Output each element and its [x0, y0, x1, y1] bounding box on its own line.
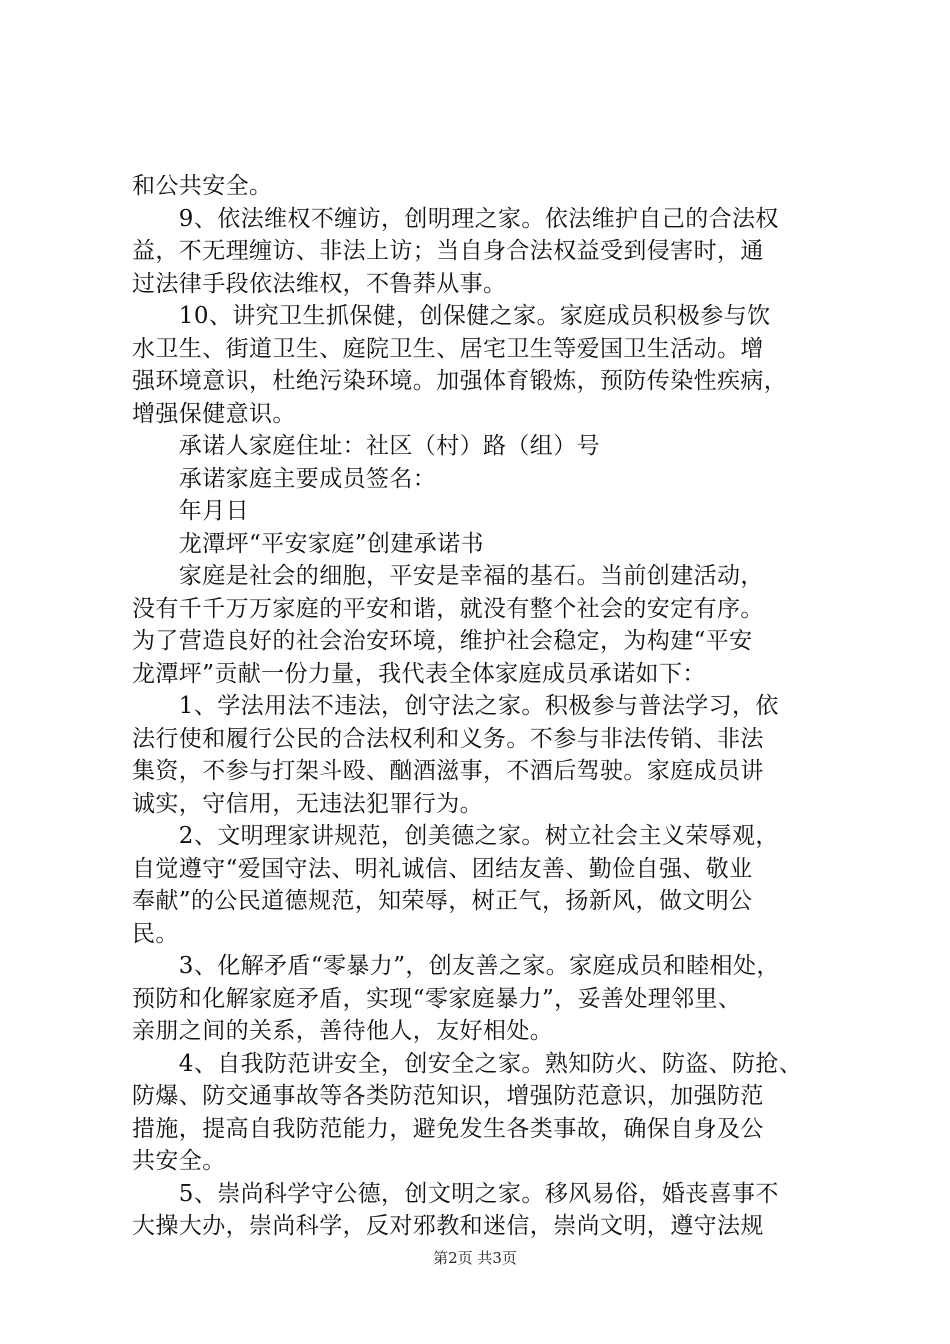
text-line: 民。 — [132, 920, 179, 947]
text-line: 益，不无理缠访、非法上访；当自身合法权益受到侵害时，通 — [132, 238, 764, 264]
text-line: 措施，提高自我防范能力，避免发生各类事故，确保自身及公 — [132, 1115, 764, 1142]
text-line: 龙潭坪“平安家庭”创建承诺书 — [132, 530, 484, 557]
text-line: 法行使和履行公民的合法权利和义务。不参与非法传销、非法 — [132, 725, 764, 752]
text-line: 奉献”的公民道德规范，知荣辱，树正气，扬新风，做文明公 — [132, 888, 753, 914]
text-line: 10、讲究卫生抓保健，创保健之家。家庭成员积极参与饮 — [132, 303, 771, 329]
text-line: 1、学法用法不违法，创守法之家。积极参与普法学习，依 — [132, 693, 779, 719]
text-line: 集资，不参与打架斗殴、酗酒滋事，不酒后驾驶。家庭成员讲 — [132, 758, 764, 784]
page-footer: 第2页 共3页 — [433, 1249, 517, 1267]
text-line: 承诺家庭主要成员签名： — [132, 465, 437, 492]
text-line: 家庭是社会的细胞，平安是幸福的基石。当前创建活动， — [132, 563, 764, 589]
text-line: 预防和化解家庭矛盾，实现“零家庭暴力”，妥善处理邻里、 — [132, 985, 742, 1012]
text-line: 自觉遵守“爱国守法、明礼诚信、团结友善、勤俭自强、敬业 — [132, 855, 753, 882]
text-line: 3、化解矛盾“零暴力”，创友善之家。家庭成员和睦相处， — [132, 953, 780, 979]
text-line: 2、文明理家讲规范，创美德之家。树立社会主义荣辱观， — [132, 823, 779, 849]
text-line: 9、依法维权不缠访，创明理之家。依法维护自己的合法权 — [132, 205, 779, 232]
text-line: 和公共安全。 — [132, 173, 273, 199]
text-line: 共安全。 — [132, 1148, 226, 1174]
document-body — [132, 170, 832, 1243]
text-line: 增强保健意识。 — [132, 400, 296, 427]
text-line: 过法律手段依法维权，不鲁莽从事。 — [132, 270, 507, 297]
text-line: 大操大办，崇尚科学，反对邪教和迷信，崇尚文明，遵守法规 — [132, 1213, 764, 1239]
text-line: 水卫生、街道卫生、庭院卫生、居宅卫生等爱国卫生活动。增 — [132, 335, 764, 362]
text-line: 为了营造良好的社会治安环境，维护社会稳定，为构建“平安 — [132, 628, 753, 654]
text-line: 4、自我防范讲安全，创安全之家。熟知防火、防盗、防抢、 — [132, 1050, 803, 1077]
text-line: 年月日 — [132, 498, 249, 524]
text-line: 防爆、防交通事故等各类防范知识，增强防范意识，加强防范 — [132, 1083, 764, 1109]
text-line: 诚实，守信用，无违法犯罪行为。 — [132, 790, 483, 817]
text-line: 5、崇尚科学守公德，创文明之家。移风易俗，婚丧喜事不 — [132, 1180, 779, 1207]
text-line: 没有千千万万家庭的平安和谐，就没有整个社会的安定有序。 — [132, 595, 764, 622]
text-line: 承诺人家庭住址：社区（村）路（组）号 — [132, 433, 600, 459]
text-line: 亲朋之间的关系，善待他人，友好相处。 — [132, 1018, 554, 1044]
text-line: 龙潭坪”贡献一份力量，我代表全体家庭成员承诺如下： — [132, 660, 706, 687]
text-line: 强环境意识，杜绝污染环境。加强体育锻炼，预防传染性疾病， — [132, 368, 788, 394]
